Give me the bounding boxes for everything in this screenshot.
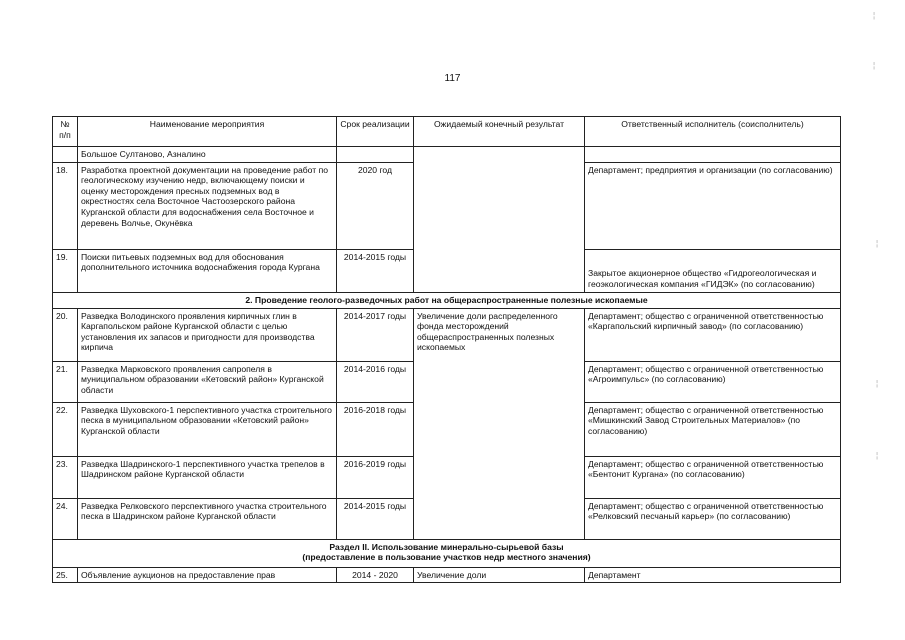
cell-term: 2014-2016 годы <box>337 361 414 402</box>
cell-term: 2014-2015 годы <box>337 249 414 292</box>
cell-name: Большое Султаново, Азналино <box>78 147 337 163</box>
cell-num: 19. <box>53 249 78 292</box>
cell-executor: Закрытое акционерное общество «Гидрогеологическая и геоэкологическая компания «ГИДЭК» (по согласованию) <box>585 249 841 292</box>
cell-result-empty <box>414 147 585 293</box>
cell-name: Разведка Марковского проявления сапропеля в муниципальном образовании «Кетовский район» Курганской области <box>78 361 337 402</box>
header-executor: Ответственный исполнитель (соисполнитель) <box>585 117 841 147</box>
table-header-row <box>53 117 841 147</box>
cell-executor: Департамент; общество с ограниченной ответственностью «Бентонит Кургана» (по согласованию) <box>585 456 841 498</box>
cell-num: 23. <box>53 456 78 498</box>
cell-name: Разведка Шуховского-1 перспективного участка строительного песка в муниципальном образовании «Кетовский район» Курганской области <box>78 402 337 456</box>
cell-term: 2016-2019 годы <box>337 456 414 498</box>
section-ii-title: Раздел II. Использование минерально-сырьевой базы <box>329 541 564 552</box>
section-2-heading: 2. Проведение геолого-разведочных работ на общераспространенные полезные ископаемые <box>53 292 841 308</box>
page-number: 117 <box>444 73 461 84</box>
header-term: Срок реализации <box>337 117 414 147</box>
header-name: Наименование мероприятия <box>78 117 337 147</box>
section-ii-heading <box>53 539 841 567</box>
cell-executor: Департамент; общество с ограниченной ответственностью «Релковский песчаный карьер» (по согласованию) <box>585 498 841 539</box>
cell-num: 24. <box>53 498 78 539</box>
scan-mark: ¦ <box>873 61 876 70</box>
section-heading-row <box>53 292 841 308</box>
cell-term: 2014 - 2020 <box>337 567 414 583</box>
header-num: № п/п <box>53 117 78 147</box>
cell-executor <box>585 147 841 163</box>
cell-num <box>53 147 78 163</box>
scan-mark: ¦ <box>873 11 876 20</box>
cell-term: 2020 год <box>337 162 414 249</box>
activities-table <box>52 116 841 583</box>
table-row <box>53 308 841 361</box>
cell-executor: Департамент; предприятия и организации (по согласованию) <box>585 162 841 249</box>
cell-num: 21. <box>53 361 78 402</box>
table-row <box>53 567 841 583</box>
cell-executor: Департамент; общество с ограниченной ответственностью «Каргапольский кирпичный завод» (по согласованию) <box>585 308 841 361</box>
cell-num: 25. <box>53 567 78 583</box>
cell-num: 18. <box>53 162 78 249</box>
cell-name: Разведка Шадринского-1 перспективного участка трепелов в Шадринском районе Курганской области <box>78 456 337 498</box>
cell-name: Объявление аукционов на предоставление прав <box>78 567 337 583</box>
cell-term <box>337 147 414 163</box>
header-result: Ожидаемый конечный результат <box>414 117 585 147</box>
table-row <box>53 147 841 163</box>
cell-num: 20. <box>53 308 78 361</box>
cell-term: 2014-2015 годы <box>337 498 414 539</box>
cell-term: 2016-2018 годы <box>337 402 414 456</box>
cell-name: Разработка проектной документации на проведение работ по геологическому изучению недр, включающему поиски и оценку месторождения пресных подземных вод в окрестностях села Восточное Частоозерского района Курганской области для водоснабжения села Восточное и деревень Волчье, Окунёвка <box>78 162 337 249</box>
cell-name: Поиски питьевых подземных вод для обоснования дополнительного источника водоснабжения города Кургана <box>78 249 337 292</box>
section-ii-subtitle: (предоставление в пользование участков недр местного значения) <box>302 552 591 563</box>
cell-result: Увеличение доли <box>414 567 585 583</box>
cell-name: Разведка Володинского проявления кирпичных глин в Каргапольском районе Курганской области с целью установления их запасов и пригодности для производства кирпича <box>78 308 337 361</box>
cell-name: Разведка Релковского перспективного участка строительного песка в Шадринском районе Курганской области <box>78 498 337 539</box>
cell-executor: Департамент <box>585 567 841 583</box>
cell-result: Увеличение доли распределенного фонда месторождений общераспространенных полезных ископаемых <box>414 308 585 539</box>
scan-mark: ¦ <box>876 379 879 388</box>
cell-executor: Департамент; общество с ограниченной ответственностью «Мишкинский Завод Строительных Материалов» (по согласованию) <box>585 402 841 456</box>
scan-mark: ¦ <box>876 451 879 460</box>
section-heading-row <box>53 539 841 567</box>
cell-num: 22. <box>53 402 78 456</box>
scan-mark: ¦ <box>876 239 879 248</box>
cell-executor: Департамент; общество с ограниченной ответственностью «Агроимпульс» (по согласованию) <box>585 361 841 402</box>
cell-term: 2014-2017 годы <box>337 308 414 361</box>
